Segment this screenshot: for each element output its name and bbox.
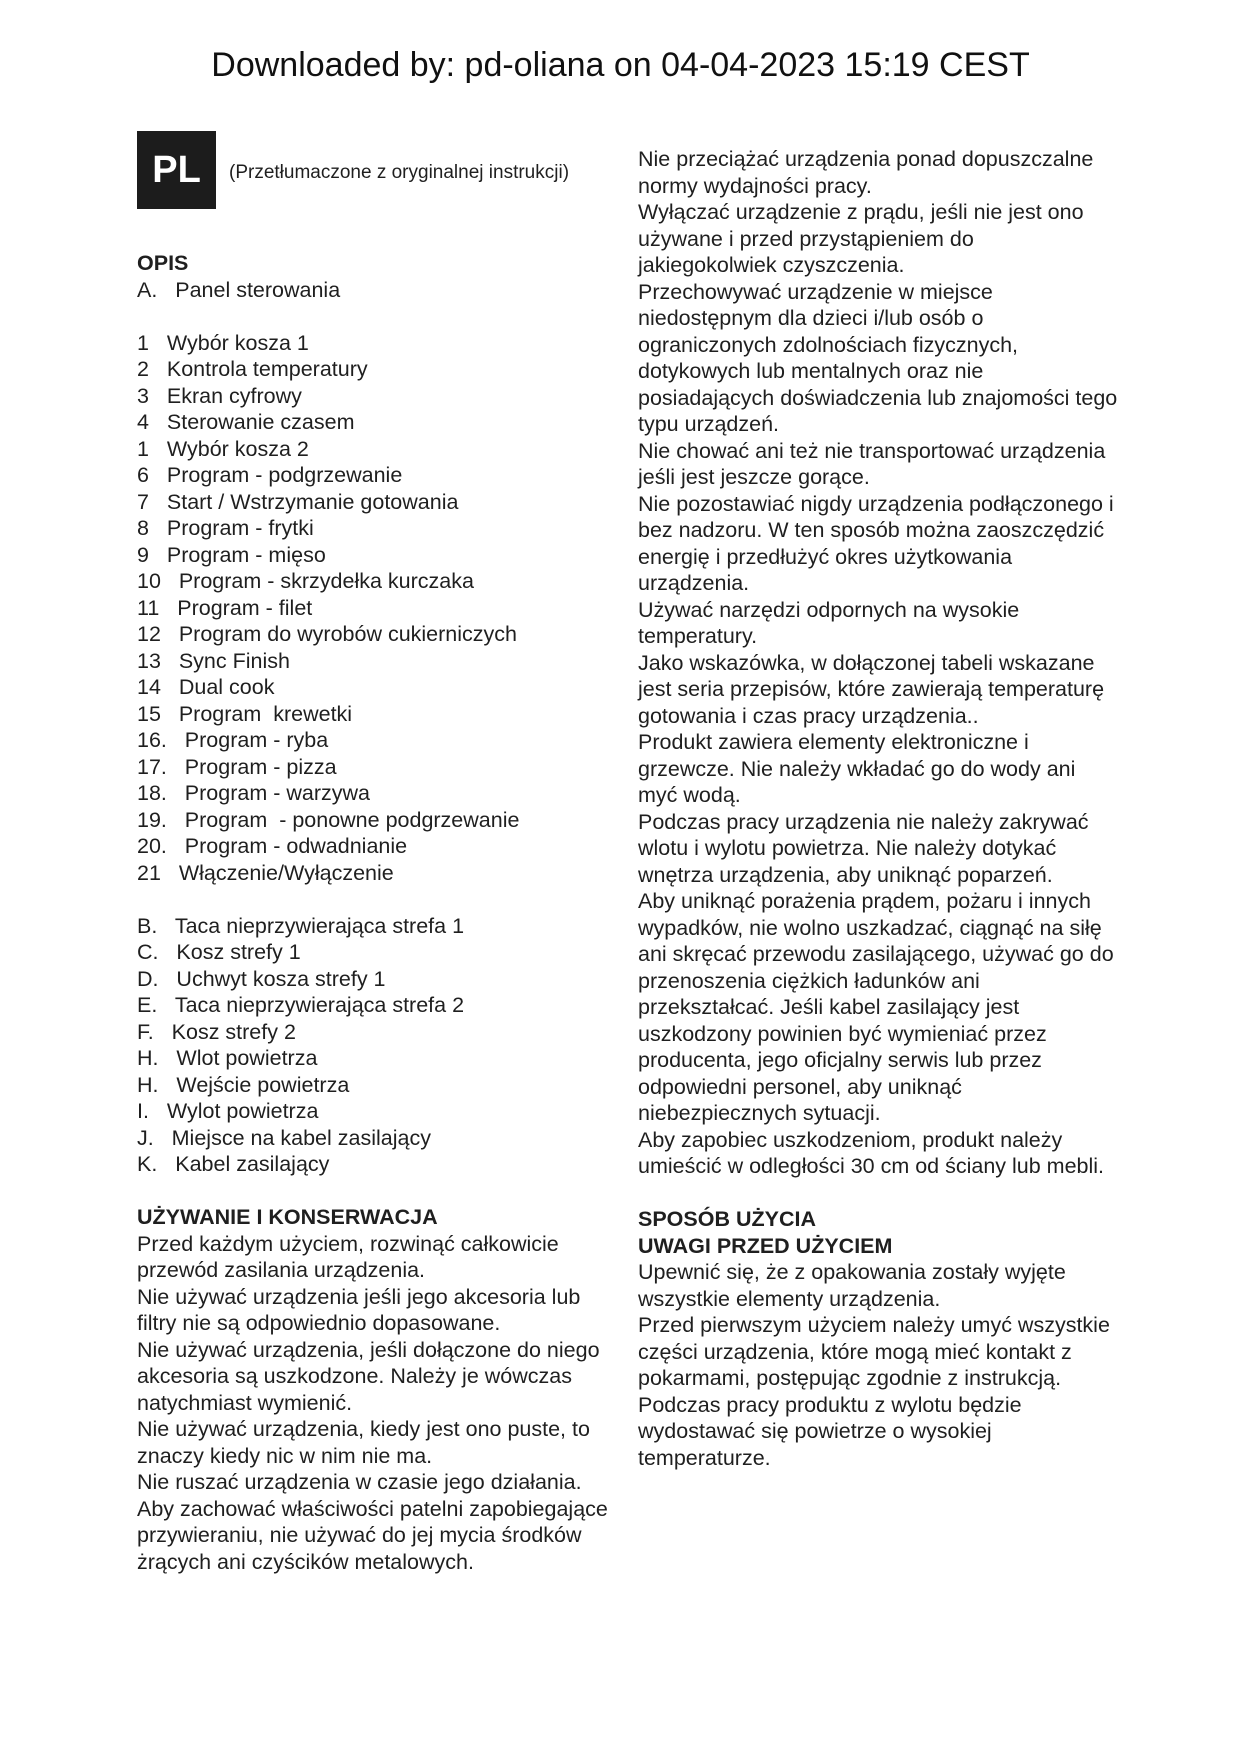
- paragraph: Przed każdym użyciem, rozwinąć całkowicie przewód zasilania urządzenia.: [137, 1231, 559, 1282]
- list-item: 16. Program - ryba: [137, 728, 329, 752]
- opis-heading: OPIS: [137, 251, 189, 275]
- paragraph: Nie przeciążać urządzenia ponad dopuszczalne normy wydajności pracy.: [638, 147, 1094, 198]
- paragraph: Nie używać urządzenia, jeśli dołączone do niego akcesoria są uszkodzone. Należy je wówczas natychmiast wymienić.: [137, 1337, 600, 1415]
- uzywanie-heading: UŻYWANIE I KONSERWACJA: [137, 1205, 438, 1229]
- paragraph: Wyłączać urządzenie z prądu, jeśli nie jest ono używane i przed przystąpieniem do jakiegokolwiek czyszczenia.: [638, 200, 1084, 277]
- paragraph: Nie chować ani też nie transportować urządzenia jeśli jest jeszcze gorące.: [638, 438, 1106, 489]
- paragraph: Przed pierwszym użyciem należy umyć wszystkie części urządzenia, które mogą mieć kontakt z pokarmami, postępując zgodnie z instrukcją.: [638, 1313, 1110, 1390]
- download-watermark-line: Downloaded by: pd-oliana on 04-04-2023 15:19 CEST: [211, 46, 1030, 84]
- list-item: 6 Program - podgrzewanie: [137, 463, 403, 487]
- list-item: B. Taca nieprzywierająca strefa 1: [137, 913, 465, 938]
- list-item: 19. Program - ponowne podgrzewanie: [137, 807, 520, 832]
- paragraph: Aby zachować właściwości patelni zapobiegające przywieraniu, nie używać do jej mycia środków żrących ani czyścików metalowych.: [137, 1496, 608, 1574]
- list-item: J. Miejsce na kabel zasilający: [137, 1125, 431, 1150]
- sposob-heading: SPOSÓB UŻYCIA: [638, 1207, 816, 1231]
- spacer: [638, 1180, 1118, 1207]
- paragraph: Nie używać urządzenia, kiedy jest ono puste, to znaczy kiedy nic w nim nie ma.: [137, 1417, 590, 1468]
- list-item: F. Kosz strefy 2: [137, 1019, 296, 1044]
- paragraph: Nie używać urządzenia jeśli jego akcesoria lub filtry nie są odpowiednio dopasowane.: [137, 1284, 581, 1335]
- left-column: [137, 250, 617, 1575]
- controls-list: [137, 330, 617, 887]
- paragraph: Upewnić się, że z opakowania zostały wyjęte wszystkie elementy urządzenia.: [638, 1260, 1066, 1311]
- uwagi-heading: UWAGI PRZED UŻYCIEM: [638, 1233, 893, 1258]
- spacer: [137, 886, 617, 913]
- paragraph: Przechowywać urządzenie w miejsce niedostępnym dla dzieci i/lub osób o ograniczonych zdolnościach fizycznych, dotykowych lub mentalnych oraz nie posiadających doświadczenia lub znajomości tego typu urządzeń.: [638, 279, 1118, 436]
- paragraph: Używać narzędzi odpornych na wysokie temperatury.: [638, 597, 1020, 648]
- list-item: H. Wejście powietrza: [137, 1072, 350, 1097]
- paragraph: Aby zapobiec uszkodzeniom, produkt należy umieścić w odległości 30 cm od ściany lub mebli.: [638, 1127, 1105, 1178]
- list-item: 12 Program do wyrobów cukierniczych: [137, 622, 517, 646]
- list-item: 1 Wybór kosza 1: [137, 330, 309, 355]
- list-item: 1 Wybór kosza 2: [137, 436, 309, 461]
- parts-list: [137, 913, 617, 1178]
- list-item: 3 Ekran cyfrowy: [137, 383, 302, 408]
- paragraph: Jako wskazówka, w dołączonej tabeli wskazane jest seria przepisów, które zawierają temperaturę gotowania i czas pracy urządzenia..: [638, 650, 1105, 728]
- right-column: [638, 146, 1118, 1471]
- paragraph: Produkt zawiera elementy elektroniczne i grzewcze. Nie należy wkładać go do wody ani myć wodą.: [638, 730, 1076, 807]
- list-item: 11 Program - filet: [137, 595, 313, 620]
- language-badge: PL: [137, 131, 216, 209]
- paragraph: Aby uniknąć porażenia prądem, pożaru i innych wypadków, nie wolno uszkadzać, ciągnąć na siłę ani skręcać przewodu zasilającego, używać go do przenoszenia ciężkich ładunków ani przekształcać. Jeśli kabel zasilający jest uszkodzony powinien być wymieniać przez producenta, jego oficjalny serwis lub przez odpowiedni personel, aby uniknąć niebezpiecznych sytuacji.: [638, 889, 1114, 1125]
- list-item: 9 Program - mięso: [137, 542, 326, 567]
- spacer: [137, 303, 617, 330]
- paragraph: Nie ruszać urządzenia w czasie jego działania.: [137, 1470, 582, 1494]
- list-item: 13 Sync Finish: [137, 648, 290, 673]
- list-item: C. Kosz strefy 1: [137, 940, 301, 964]
- list-item: 17. Program - pizza: [137, 754, 337, 779]
- list-item: 8 Program - frytki: [137, 516, 314, 540]
- translated-note: (Przetłumaczone z oryginalnej instrukcji): [229, 162, 570, 183]
- list-item: H. Wlot powietrza: [137, 1046, 318, 1070]
- list-item: 21 Włączenie/Wyłączenie: [137, 860, 394, 885]
- list-item: 2 Kontrola temperatury: [137, 357, 368, 381]
- list-item: I. Wylot powietrza: [137, 1099, 319, 1123]
- list-item: 20. Program - odwadnianie: [137, 834, 408, 858]
- list-item: K. Kabel zasilający: [137, 1152, 330, 1176]
- paragraph: Podczas pracy urządzenia nie należy zakrywać wlotu i wylotu powietrza. Nie należy dotykać wnętrza urządzenia, aby uniknąć poparzeń.: [638, 809, 1089, 887]
- list-item: D. Uchwyt kosza strefy 1: [137, 966, 386, 991]
- list-item: E. Taca nieprzywierająca strefa 2: [137, 993, 465, 1017]
- paragraph: Podczas pracy produktu z wylotu będzie wydostawać się powietrze o wysokiej temperaturze.: [638, 1392, 1022, 1470]
- list-item: 7 Start / Wstrzymanie gotowania: [137, 489, 459, 514]
- list-item: 10 Program - skrzydełka kurczaka: [137, 569, 474, 593]
- panel-item: A. Panel sterowania: [137, 277, 341, 302]
- list-item: 14 Dual cook: [137, 675, 275, 699]
- list-item: 4 Sterowanie czasem: [137, 410, 355, 434]
- list-item: 18. Program - warzywa: [137, 781, 370, 805]
- paragraph: Nie pozostawiać nigdy urządzenia podłączonego i bez nadzoru. W ten sposób można zaoszczędzić energię i przedłużyć okres użytkowania urządzenia.: [638, 491, 1114, 595]
- list-item: 15 Program krewetki: [137, 701, 353, 726]
- spacer: [137, 1178, 617, 1205]
